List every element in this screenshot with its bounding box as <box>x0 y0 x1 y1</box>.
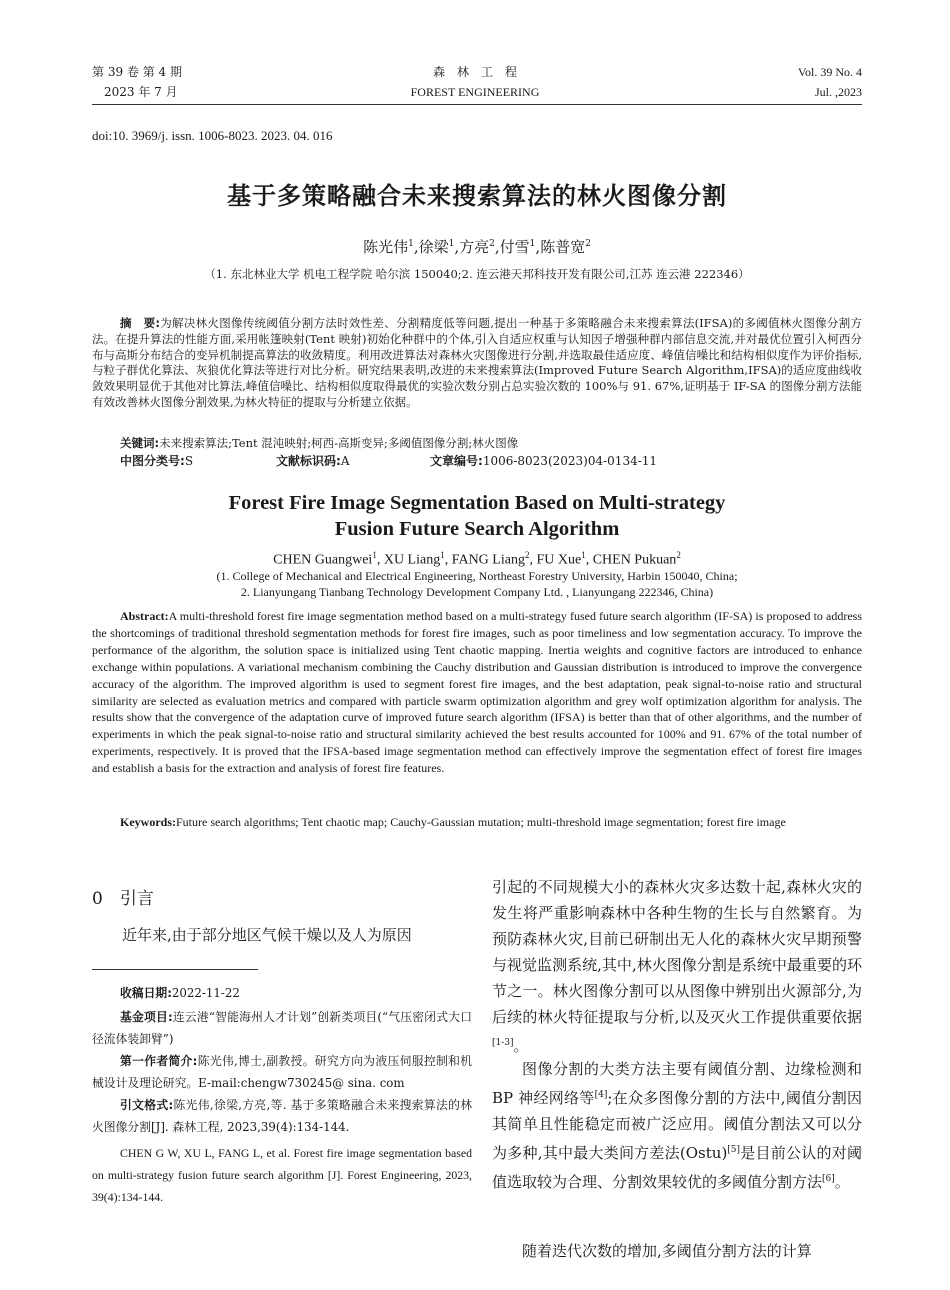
author-en: FANG Liang <box>451 552 525 568</box>
author-en: FU Xue <box>536 552 582 568</box>
body-paragraph-right-1 <box>492 874 862 1059</box>
title-en <box>92 490 862 542</box>
author-cn: 陈普宽 <box>540 238 586 256</box>
paragraph-text: 引起的不同规模大小的森林火灾多达数十起,森林火灾的发生将严重影响森林中各种生物的生长与自然繁育。为预防森林火灾,目前已研制出无人化的森林火灾早期预警与视觉监测系统,其中,林火图像分割是系统中最重要的环节之一。林火图像分割可以从图像中辨别出火源部分,为后续的林火特征提取与分析,以及灭火工作提供重要依据 <box>492 878 862 1026</box>
journal-date-en: Jul. ,2023 <box>814 85 862 99</box>
abstract-label-cn: 摘 要: <box>120 316 160 330</box>
journal-name-cn: 森 林 工 程 <box>432 65 517 79</box>
keywords-en <box>92 814 862 831</box>
affiliation-en-line1: (1. College of Mechanical and Electrical Engineering, Northeast Forestry University, Harbin 150040, China; <box>216 569 738 583</box>
body-paragraph-right-2 <box>492 1056 862 1195</box>
document-code <box>276 454 349 469</box>
author-cn: 付雪 <box>499 238 530 256</box>
keywords-text-en: Future search algorithms; Tent chaotic map; Cauchy-Gaussian mutation; multi-threshold image segmentation; forest fire image <box>176 815 786 829</box>
author-sup: 2 <box>489 239 495 249</box>
article-label: 文章编号: <box>430 454 483 468</box>
abstract-cn <box>92 316 862 411</box>
footnote-fund <box>92 1006 472 1050</box>
citation-ref: [6] <box>822 1174 835 1184</box>
citation-label: 引文格式: <box>120 1098 174 1112</box>
paragraph-text: 图像分割的大类方法主要有阈值分割、边缘检测和 BP 神经网络等 <box>492 1060 862 1107</box>
author-cn: 徐梁 <box>418 238 449 256</box>
header-rule <box>92 104 862 105</box>
author-sup: 2 <box>585 239 591 249</box>
paragraph-text: 是目前公认的对阈值选取较为合理、分割效果较优的多阈值分割方法 <box>492 1144 862 1191</box>
paragraph-text: 。 <box>834 1173 850 1191</box>
author-sup: 2 <box>676 550 681 560</box>
journal-name-en: FOREST ENGINEERING <box>410 85 540 99</box>
paragraph-text: ;在众多图像分割的方法中,阈值分割因其简单且性能稳定而被广泛应用。阈值分割法又可以分为多种,其中最大类间方差法(Ostu) <box>492 1089 862 1162</box>
footnote-received <box>92 982 472 1004</box>
citation-ref: [4] <box>594 1090 608 1100</box>
author-sup: 1 <box>408 239 414 249</box>
citation-ref: [1-3] <box>492 1038 514 1048</box>
author-sup: 1 <box>581 550 586 560</box>
author-en: CHEN Pukuan <box>592 552 677 568</box>
journal-volume-en: Vol. 39 No. 4 <box>797 65 862 79</box>
classification <box>120 454 193 469</box>
code-value: A <box>340 454 350 468</box>
footnote-rule <box>92 969 258 970</box>
author-cn: 陈光伟 <box>363 238 409 256</box>
author-en: XU Liang <box>383 552 441 568</box>
class-label: 中图分类号: <box>120 454 185 468</box>
author-sup: 1 <box>448 239 455 249</box>
abstract-en <box>92 608 862 777</box>
authors-en: CHEN Guangwei$^1$, XU Liang$^1$, FANG Liang$^2$, FU Xue$^1$, CHEN Pukuan$^2$ <box>273 550 681 568</box>
section-heading: 0 引言 <box>92 889 154 909</box>
citation-en: CHEN G W, XU L, FANG L, et al. Forest fire image segmentation based on multi-strategy fusion future search algorithm [J]. Forest Engineering, 2023, 39(4):134-144. <box>92 1146 472 1204</box>
class-value: S <box>184 454 194 468</box>
article-number <box>430 454 657 469</box>
footnote-author <box>92 1050 472 1094</box>
abstract-label-en: Abstract: <box>120 609 169 623</box>
author-cn: 方亮 <box>459 238 490 256</box>
author-bio-label: 第一作者简介: <box>120 1054 198 1068</box>
fund-text: 连云港“智能海州人才计划”创新类项目(“气压密闭式大口径流体装卸臂”) <box>92 1010 472 1046</box>
footnote-citation <box>92 1094 472 1138</box>
keywords-text-cn: 未来搜索算法;Tent 混沌映射;柯西-高斯变异;多阈值图像分割;林火图像 <box>159 436 519 450</box>
author-sup: 2 <box>524 550 530 560</box>
body-paragraph-left: 近年来,由于部分地区气候干燥以及人为原因 <box>122 926 412 944</box>
author-sup: 1 <box>440 550 445 560</box>
author-en: CHEN Guangwei <box>273 552 373 568</box>
article-value: 1006-8023(2023)04-0134-11 <box>482 454 658 468</box>
body-paragraph-right-3: 随着迭代次数的增加,多阈值分割方法的计算 <box>522 1242 812 1260</box>
authors-cn: 陈光伟$^1$,徐梁$^1$,方亮$^2$,付雪$^1$,陈普宽$^2$ <box>363 238 591 256</box>
affiliation-en-line2: 2. Lianyungang Tianbang Technology Development Company Ltd. , Lianyungang 222346, China) <box>240 585 714 599</box>
journal-date: 2023 年 7 月 <box>104 85 178 99</box>
author-bio-text: 陈光伟,博士,副教授。研究方向为液压伺服控制和机械设计及理论研究。E-mail:chengw730245@ sina. com <box>92 1054 472 1090</box>
title-en-line2: Fusion Future Search Algorithm <box>334 518 620 540</box>
code-label: 文献标识码: <box>276 454 341 468</box>
received-date: 2022-11-22 <box>171 986 240 1000</box>
journal-volume: 第 39 卷 第 4 期 <box>92 65 182 79</box>
citation-cn: 陈光伟,徐梁,方亮,等. 基于多策略融合未来搜索算法的林火图像分割[J]. 森林工程, 2023,39(4):134-144. <box>92 1098 472 1134</box>
paragraph-text: 。 <box>513 1037 529 1055</box>
abstract-text-en: A multi-threshold forest fire image segmentation method based on a multi-strategy fused future search algorithm (IF-SA) is proposed to address the shortcomings of traditional threshold segmentation methods for forest fire images, such as poor timeliness and low segmentation accuracy. To improve the performance of the algorithm, the solution space is initialized using Tent chaotic mapping. Inertia weights and cognitive factors are introduced to enhance exchange within populations. A variational mechanism combining the Cauchy distribution and Gaussian distribution is introduced to improve the convergence accuracy of the algorithm. The improved algorithm is used to segment forest fire images, and the best adaptation, peak signal-to-noise ratio and structural similarity are selected as evaluation metrics and compared with particle swarm optimization algorithm and grey wolf optimization algorithm for analysis. The results show that the convergence of the adaptation curve of improved future search algorithm (IFSA) is better than that of other algorithms, and the number of experiments in which the peak signal-to-noise ratio and structural similarity achieved the best results accounted for 100% and 91. 67% of the total number of experiments, respectively. It is proved that the IFSA-based image segmentation method can effectively improve the segmentation effect of forest fire images and establish a basis for the extraction and analysis of forest fire features. <box>92 609 862 776</box>
title-cn: 基于多策略融合未来搜索算法的林火图像分割 <box>227 182 727 210</box>
keywords-label-cn: 关键词: <box>120 436 160 450</box>
author-sup: 1 <box>529 239 536 249</box>
abstract-text-cn: 为解决林火图像传统阈值分割方法时效性差、分割精度低等问题,提出一种基于多策略融合未来搜索算法(IFSA)的多阈值林火图像分割方法。在提升算法的性能方面,采用帐篷映射(Tent 映射)初始化种群中的个体,引入自适应权重与认知因子增强种群内部信息交流,并对最优位置引入柯西分布与高斯分布结合的变异机制提高算法的收敛精度。利用改进算法对森林火灾图像进行分割,并选取最佳适应度、峰值信噪比和结构相似度作为评价指标,与粒子群优化算法、灰狼优化算法等进行对比分析。研究结果表明,改进的未来搜索算法(Improved Future Search Algorithm,IFSA)的适应度曲线收敛效果明显优于其他对比算法,峰值信噪比、结构相似度取得最优的实验次数分别占总实验次数的 100%与 91. 67%,证明基于 IF-SA 的图像分割方法能有效改善林火图像分割效果,为林火特征的提取与分析建立依据。 <box>92 316 862 409</box>
fund-label: 基金项目: <box>120 1010 173 1024</box>
keywords-label-en: Keywords: <box>120 815 176 829</box>
affiliation-cn: （1. 东北林业大学 机电工程学院 哈尔滨 150040;2. 连云港天邦科技开发有限公司,江苏 连云港 222346） <box>204 267 750 281</box>
author-sup: 1 <box>372 550 377 560</box>
doi: doi:10. 3969/j. issn. 1006-8023. 2023. 04. 016 <box>92 128 333 143</box>
keywords-cn <box>92 436 862 451</box>
received-label: 收稿日期: <box>120 986 172 1000</box>
citation-ref: [5] <box>727 1145 741 1155</box>
title-en-line1: Forest Fire Image Segmentation Based on Multi-strategy <box>228 492 726 514</box>
